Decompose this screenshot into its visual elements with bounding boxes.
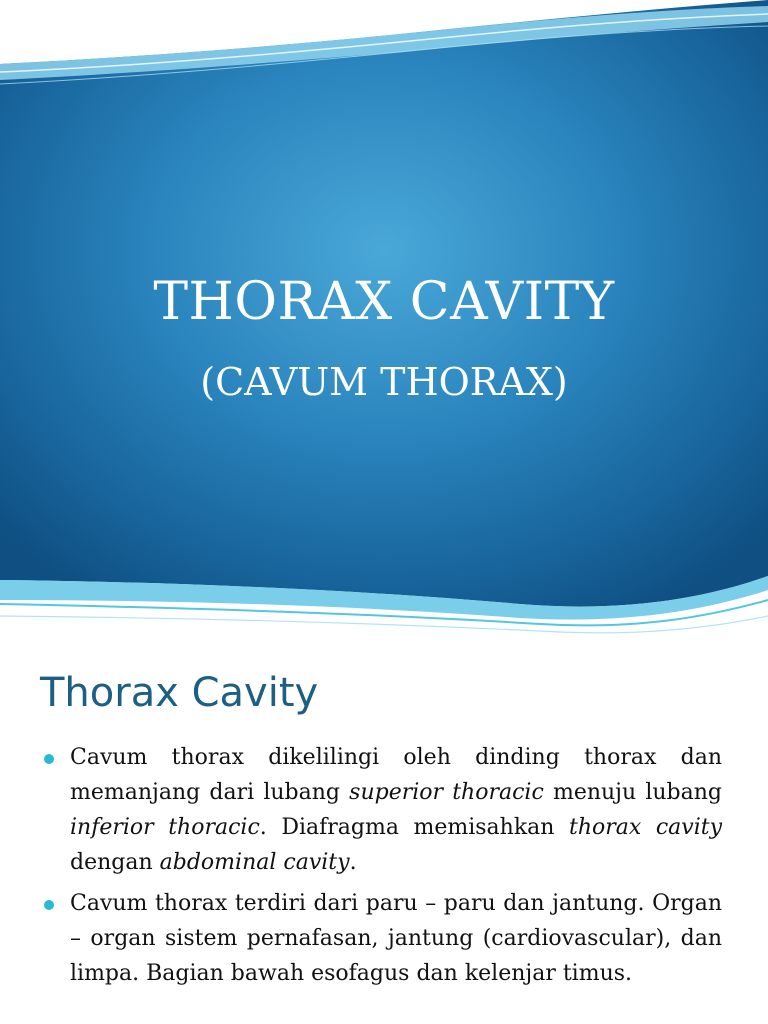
- slide-title: THORAX CAVITY: [153, 272, 615, 332]
- bottom-wave-decoration: [0, 560, 768, 640]
- top-wave-decoration: [0, 0, 768, 100]
- bullet-text: . Diafragma memisahkan: [259, 815, 569, 840]
- bullet-italic-term: superior thoracic: [349, 780, 544, 805]
- bullet-italic-term: abdominal cavity: [159, 850, 350, 875]
- bullet-list: [40, 740, 722, 997]
- bullet-dot-icon: [44, 754, 54, 764]
- slide-subtitle: (CAVUM THORAX): [200, 360, 568, 404]
- bullet-item: [40, 886, 722, 991]
- bullet-text: .: [349, 850, 357, 875]
- bullet-italic-term: thorax cavity: [569, 815, 723, 840]
- bullet-text: Cavum thorax terdiri dari paru – paru dan jantung. Organ – organ sistem pernafasan, jantung (cardiovascular), dan limpa. Bagian bawah esofagus dan kelenjar timus.: [70, 891, 722, 986]
- bullet-text: dengan: [70, 850, 160, 875]
- bullet-item: [40, 740, 722, 880]
- bullet-text: Cavum thorax dikelilingi oleh dinding thorax dan memanjang dari lubang: [70, 745, 722, 805]
- bullet-text: menuju lubang: [543, 780, 722, 805]
- bullet-italic-term: inferior thoracic: [70, 815, 260, 840]
- bullet-dot-icon: [44, 900, 54, 910]
- content-slide: [0, 640, 768, 1024]
- content-title: Thorax Cavity: [40, 670, 319, 716]
